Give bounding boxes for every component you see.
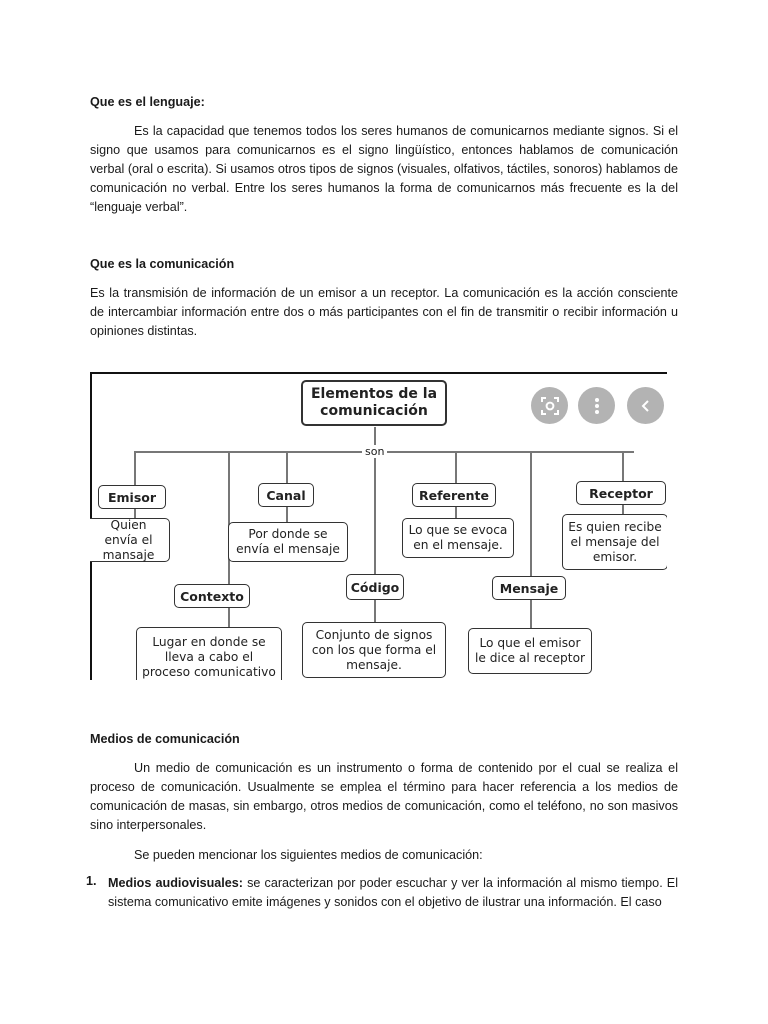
list-item-1-text: se caracterizan por poder escuchar y ver la información al mismo tiempo. El sistema comunicativo emite imágenes y sonidos con el objetivo de ilustrar una información. El caso (108, 876, 679, 909)
root-node: Elementos de la comunicación (301, 380, 447, 426)
node-contexto: Contexto (174, 584, 250, 608)
desc-mensaje: Lo que el emisor le dice al receptor (468, 628, 592, 674)
communication-elements-diagram (90, 372, 667, 680)
link-codigo-desc (374, 600, 376, 622)
connector-emisor (134, 451, 136, 485)
image-border-top (90, 372, 667, 374)
connector-label: son (362, 445, 387, 458)
desc-receptor: Es quien recibe el mensaje del emisor. (562, 514, 667, 570)
paragraph-medios: Un medio de comunicación es un instrumento o forma de contenido por el cual se realiza el proceso de comunicación. Usualmente se emplea el término para hacer referencia a los medios de comunicación de masas, sin embargo, otros medios de comunicación, como el teléfono, no son masivos sino interpersonales. (90, 761, 678, 832)
link-contexto-desc (228, 608, 230, 628)
paragraph-comunicacion: Es la transmisión de información de un emisor a un receptor. La comunicación es la acción consciente de intercambiar información entre dos o más participantes con el fin de transmitir o recibir información u opiniones distintas. (90, 286, 678, 338)
paragraph-lenguaje: Es la capacidad que tenemos todos los seres humanos de comunicarnos mediante signos. Si el signo que usamos para comunicarnos es el signo lingüístico, entonces hablamos de comunicación verbal (oral o escrita). Si usamos otros tipos de signos (visuales, olfativos, táctiles, sonoros) hablamos de comunicación no verbal. Entre los seres humanos la forma de comunicarnos más frecuente es la del “lenguaje verbal”. (90, 124, 678, 214)
link-mensaje-desc (530, 600, 532, 628)
more-vertical-icon[interactable] (578, 387, 615, 424)
list-item-1 (108, 874, 678, 912)
node-emisor: Emisor (98, 485, 166, 509)
heading-medios: Medios de comunicación (90, 732, 240, 746)
paragraph-mencionar: Se pueden mencionar los siguientes medios de comunicación: (134, 848, 483, 862)
desc-referente: Lo que se evoca en el mensaje. (402, 518, 514, 558)
node-mensaje: Mensaje (492, 576, 566, 600)
list-number-1: 1. (86, 874, 97, 888)
link-canal-desc (286, 506, 288, 522)
desc-canal: Por donde se envía el mensaje (228, 522, 348, 562)
desc-codigo: Conjunto de signos con los que forma el mensaje. (302, 622, 446, 678)
node-referente: Referente (412, 483, 496, 507)
node-receptor: Receptor (576, 481, 666, 505)
connector-referente (455, 451, 457, 483)
link-referente-desc (455, 506, 457, 518)
chevron-left-icon[interactable] (627, 387, 664, 424)
connector-receptor (622, 451, 624, 481)
lens-icon[interactable] (531, 387, 568, 424)
list-item-1-title: Medios audiovisuales: (108, 876, 243, 890)
connector-codigo (374, 451, 376, 575)
desc-contexto: Lugar en donde se lleva a cabo el proceso comunicativo (136, 627, 282, 680)
heading-comunicacion: Que es la comunicación (90, 257, 235, 271)
desc-emisor: Quien envía el mansaje (90, 518, 170, 562)
node-codigo: Código (346, 574, 404, 600)
connector-canal (286, 451, 288, 483)
heading-lenguaje: Que es el lenguaje: (90, 95, 205, 109)
connector-mensaje (530, 451, 532, 577)
node-canal: Canal (258, 483, 314, 507)
